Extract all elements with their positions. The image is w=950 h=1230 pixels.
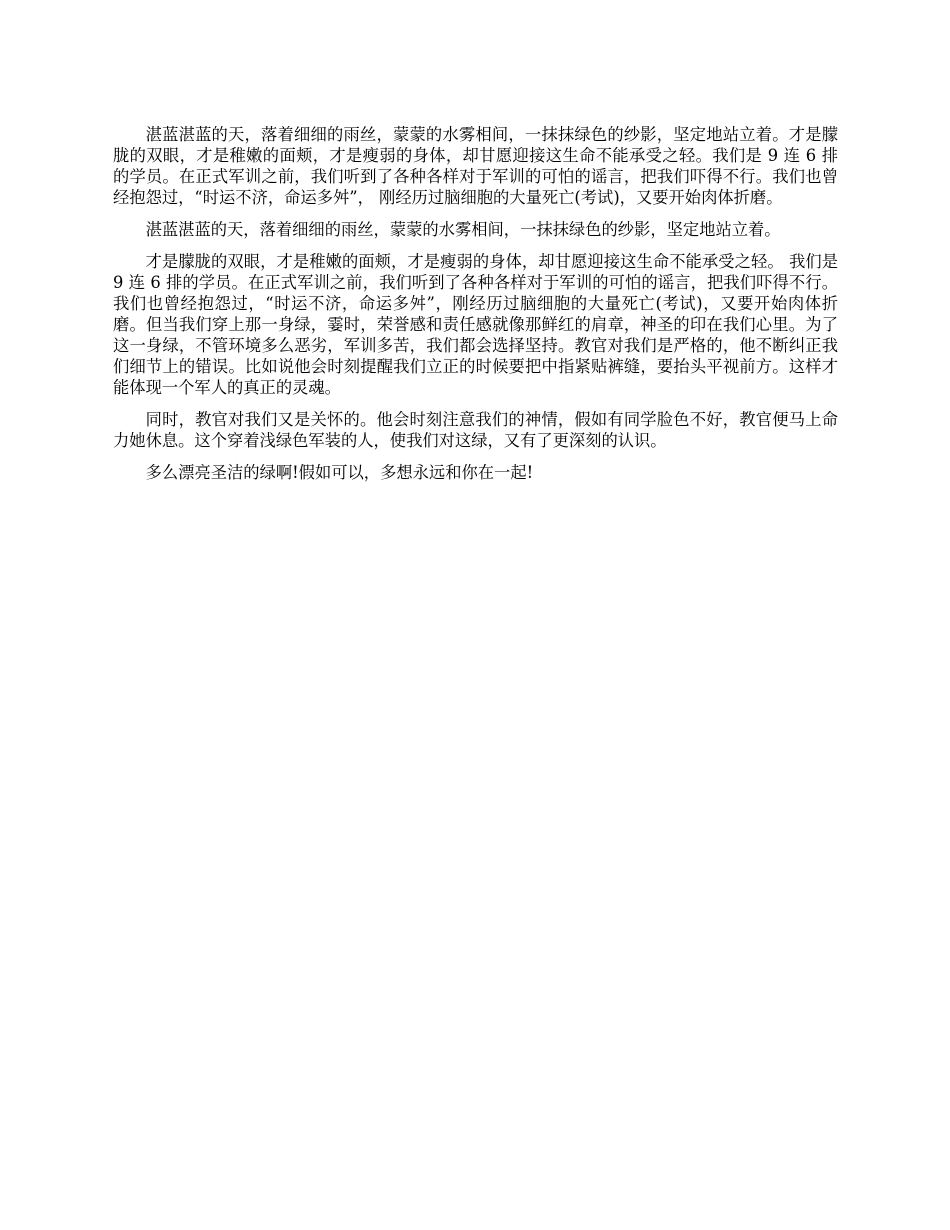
paragraph-1: 湛蓝湛蓝的天，落着细细的雨丝，蒙蒙的水雾相间，一抹抹绿色的纱影，坚定地站立着。才是朦胧的双眼，才是稚嫩的面颊，才是瘦弱的身体，却甘愿迎接这生命不能承受之轻。我们是 9 连 6 排的学员。在正式军训之前，我们听到了各种各样对于军训的可怕的谣言，把我们吓得不行。我们也曾经抱怨过，“时运不济，命运多舛”， 刚经历过脑细胞的大量死亡(考试)，又要开始肉体折磨。 bbox=[113, 125, 838, 207]
paragraph-5: 多么漂亮圣洁的绿啊!假如可以，多想永远和你在一起! bbox=[145, 463, 534, 482]
paragraph-3: 才是朦胧的双眼，才是稚嫩的面颊，才是瘦弱的身体，却甘愿迎接这生命不能承受之轻。 我们是 9 连 6 排的学员。在正式军训之前，我们听到了各种各样对于军训的可怕的谣言，把我们吓得不行。我们也曾经抱怨过，“时运不济，命运多舛”，刚经历过脑细胞的大量死亡(考试)，又要开始肉体折磨。但当我们穿上那一身绿，霎时，荣誉感和责任感就像那鲜红的肩章，神圣的印在我们心里。为了这一身绿，不管环境多么恶劣，军训多苦，我们都会选择坚持。教官对我们是严格的，他不断纠正我们细节上的错误。比如说他会时刻提醒我们立正的时候要把中指紧贴裤缝，要抬头平视前方。这样才能体现一个军人的真正的灵魂。 bbox=[113, 252, 838, 397]
paragraph-4: 同时，教官对我们又是关怀的。他会时刻注意我们的神情，假如有同学脸色不好，教官便马上命力她休息。这个穿着浅绿色军装的人，使我们对这绿，又有了更深刻的认识。 bbox=[113, 410, 838, 450]
document-body bbox=[113, 124, 838, 494]
paragraph-2: 湛蓝湛蓝的天，落着细细的雨丝，蒙蒙的水雾相间，一抹抹绿色的纱影，坚定地站立着。 bbox=[145, 220, 781, 239]
